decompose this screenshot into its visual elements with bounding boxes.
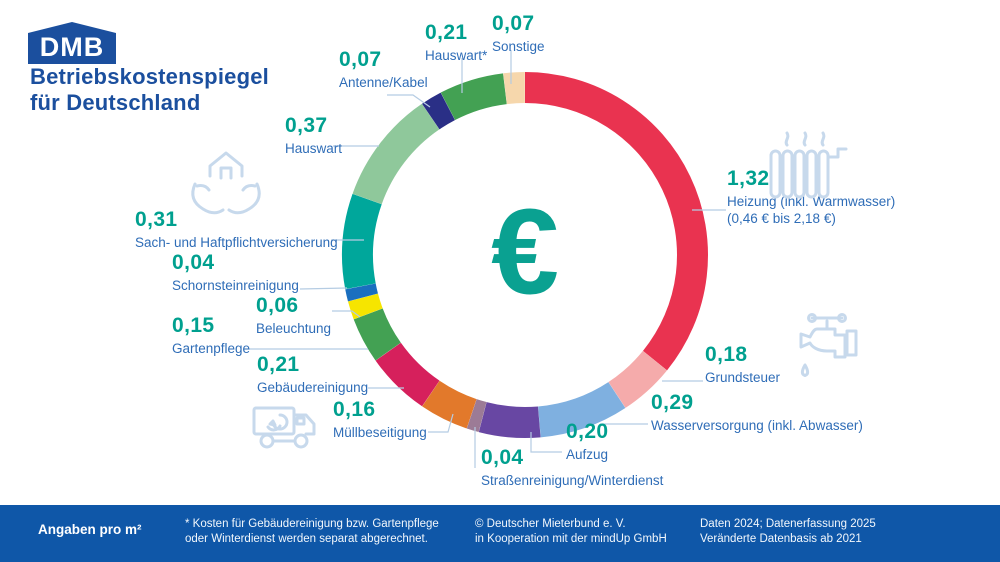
value-beleuchtung: 0,06 (256, 294, 299, 317)
radiator-icon (763, 131, 849, 205)
value-gartenpflege: 0,15 (172, 314, 215, 337)
label-gebaeudereinigung: Gebäudereinigung (257, 380, 369, 395)
footer-data-line2: Veränderte Datenbasis ab 2021 (700, 533, 862, 545)
callout-gartenpflege (172, 315, 250, 357)
label-heizung: Heizung (inkl. Warmwasser) (727, 194, 896, 209)
label-gartenpflege: Gartenpflege (172, 341, 251, 356)
donut-segment-1 (617, 361, 655, 395)
hands-holding-house-icon (185, 144, 267, 232)
footer-bar (0, 505, 1000, 562)
dmb-logo (28, 22, 116, 64)
callout-strassenreinigung (481, 447, 663, 489)
donut-segment-4 (472, 414, 483, 417)
donut-segment-12 (431, 106, 448, 116)
value-muellbeseitigung: 0,16 (333, 398, 376, 421)
page-title-line1: Betriebskostenspiegel (30, 64, 269, 89)
footer-footnote (185, 517, 439, 547)
value-sonstige: 0,07 (492, 12, 535, 35)
callout-antenne-kabel (339, 49, 428, 91)
footer-copyright-line1: © Deutscher Mieterbund e. V. (475, 518, 626, 530)
value-strassenreinigung: 0,04 (481, 446, 524, 469)
donut-segment-8 (363, 298, 368, 314)
donut-segment-7 (368, 314, 388, 352)
dmb-logo-text: DMB (39, 32, 105, 62)
callout-wasserversorgung (651, 392, 863, 434)
donut-segment-3 (483, 417, 540, 422)
donut-segment-11 (367, 117, 430, 199)
callout-grundsteuer (705, 344, 780, 386)
value-hauswart: 0,37 (285, 114, 328, 137)
value-schornsteinreinigung: 0,04 (172, 251, 215, 274)
label-antenne-kabel: Antenne/Kabel (339, 75, 428, 90)
value-versicherung: 0,31 (135, 208, 178, 231)
footer-copyright-line2: in Kooperation mit der mindUp GmbH (475, 533, 667, 545)
label-beleuchtung: Beleuchtung (256, 321, 332, 336)
label-wasserversorgung: Wasserversorgung (inkl. Abwasser) (651, 418, 863, 433)
callout-sonstige (492, 13, 545, 55)
label-versicherung: Sach- und Haftpflichtversicherung (135, 235, 338, 250)
page-title-line2: für Deutschland (30, 90, 201, 115)
callout-muellbeseitigung (333, 399, 427, 441)
value-antenne-kabel: 0,07 (339, 48, 382, 71)
donut-segment-9 (360, 286, 362, 297)
callout-gebaeudereinigung (257, 354, 368, 396)
donut-segment-6 (388, 352, 431, 394)
euro-symbol: € (491, 183, 559, 320)
label-hauswart: Hauswart (285, 141, 343, 156)
footer-copyright (475, 517, 667, 547)
donut-segment-5 (431, 394, 472, 414)
footer-data-line1: Daten 2024; Datenerfassung 2025 (700, 518, 876, 530)
value-wasserversorgung: 0,29 (651, 391, 694, 414)
footer-footnote-line1: * Kosten für Gebäudereinigung bzw. Gartenpflege (185, 518, 439, 530)
donut-segment-14 (505, 88, 525, 89)
label-schornsteinreinigung: Schornsteinreinigung (172, 278, 299, 293)
label-aufzug: Aufzug (566, 447, 609, 462)
callout-hauswart (285, 115, 342, 157)
footer-per-unit: Angaben pro m² (38, 522, 142, 537)
donut-segment-10 (358, 199, 368, 286)
value-aufzug: 0,20 (566, 420, 609, 443)
label-muellbeseitigung: Müllbeseitigung (333, 425, 427, 440)
sublabel-heizung: (0,46 € bis 2,18 €) (727, 211, 836, 226)
value-gebaeudereinigung: 0,21 (257, 353, 300, 376)
label-strassenreinigung: Straßenreinigung/Winterdienst (481, 473, 664, 488)
callout-schornsteinreinigung (172, 252, 299, 294)
garbage-truck-icon (252, 401, 318, 453)
label-sonstige: Sonstige (492, 39, 545, 54)
donut-segment-2 (539, 395, 616, 422)
callout-hauswart-stern (425, 22, 487, 64)
faucet-with-drop-icon (792, 309, 866, 387)
page-title (30, 64, 269, 116)
footer-data-info (700, 517, 876, 547)
value-hauswart-stern: 0,21 (425, 21, 468, 44)
value-heizung: 1,32 (727, 167, 770, 190)
callout-beleuchtung (256, 295, 331, 337)
label-grundsteuer: Grundsteuer (705, 370, 781, 385)
value-grundsteuer: 0,18 (705, 343, 748, 366)
donut-segment-13 (448, 89, 505, 107)
label-hauswart-stern: Hauswart* (425, 48, 488, 63)
footer-footnote-line2: oder Winterdienst werden separat abgerechnet. (185, 533, 428, 545)
